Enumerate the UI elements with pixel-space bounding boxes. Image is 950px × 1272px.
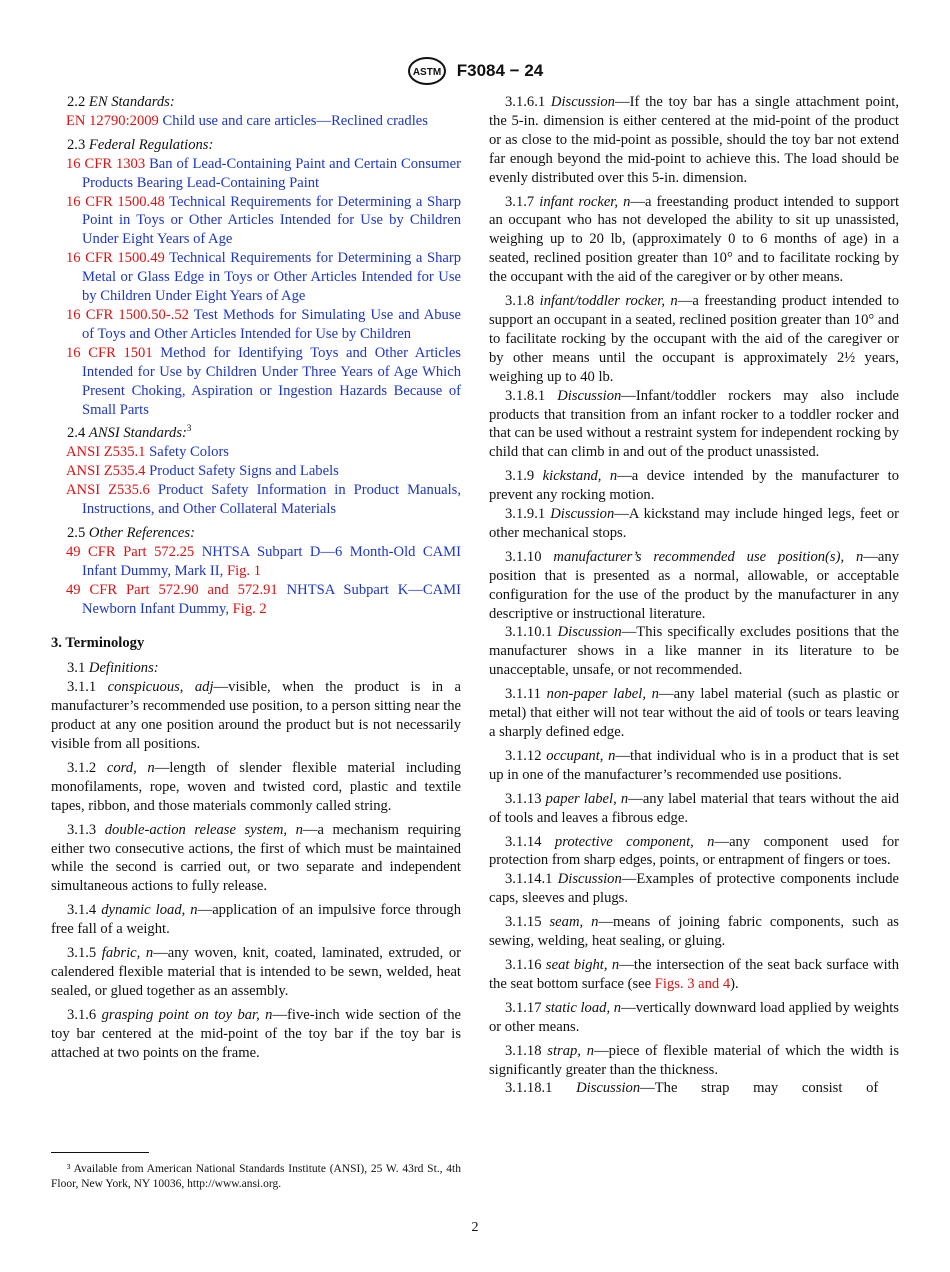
reference-entry[interactable]: EN 12790:2009 Child use and care articles—Reclined cradles [66,112,428,129]
reference-entry[interactable]: ANSI Z535.6 Product Safety Information in Product Manuals, Instructions, and Other Collateral Materials [66,482,461,518]
right-column [489,93,899,1098]
section-heading: 2.4 ANSI Standards:$^3$ [67,423,192,442]
definition: 3.1.7 infant rocker, n—a freestanding product intended to support an occupant who has not developed the ability to sit up unassisted, weighing up to 20 lb, (approximately 0 to 6 months of age) in a seated, reclined position greater than 10° and to facilitate rocking by the occupant with the aid of the caregiver or by other means. [489,193,899,286]
reference-entry[interactable]: 49 CFR Part 572.25 NHTSA Subpart D—6 Month-Old CAMI Infant Dummy, Mark II, Fig. 1 [66,543,461,579]
definition: 3.1.12 occupant, n—that individual who is in a product that is set up in one of the manufacturer’s recommended use positions. [489,747,899,783]
svg-text:ASTM: ASTM [412,67,441,78]
page-header [0,56,950,86]
definition: 3.1.9 kickstand, n—a device intended by the manufacturer to prevent any rocking motion. [489,468,899,504]
definition: 3.1.6 grasping point on toy bar, n—five-inch wide section of the toy bar centered at the mid-point of the toy bar if the toy bar is attached at two points on the frame. [51,1006,461,1061]
footnote-divider [51,1152,149,1153]
definition: 3.1.11 non-paper label, n—any label material (such as plastic or metal) that either will not tear without the aid of tools or tears leaving a sharply defined edge. [489,686,899,740]
section-heading: 2.3 Federal Regulations: [67,136,214,153]
section-heading: 2.2 EN Standards: [67,94,175,110]
document-id: F3084 − 24 [456,61,544,80]
reference-entry[interactable]: ANSI Z535.4 Product Safety Signs and Labels [66,463,339,480]
definition: 3.1.1 conspicuous, adj—visible, when the product is in a manufacturer’s recommended use position, to a person sitting near the product at any one position around the product but is not necessarily visible from all positions. [51,679,461,752]
definition: 3.1.17 static load, n—vertically downward load applied by weights or other means. [489,999,899,1035]
definition: 3.1.10 manufacturer’s recommended use position(s), n—any position that is presented as a normal, allowable, or acceptable configuration for the use of the product by the manufacturer in any descriptive or instructional literature. [489,548,899,622]
figure-link[interactable]: Figs. 3 and 4 [654,975,731,992]
discussion: 3.1.10.1 Discussion—This specifically excludes positions that the manufacturer shows in a like manner in its literature to be unacceptable, unsafe, or not recommended. [489,624,899,679]
definition: 3.1.4 dynamic load, n—application of an impulsive force through free fall of a weight. [51,902,461,938]
definition: 3.1.2 cord, n—length of slender flexible material including monofilaments, rope, woven and twisted cord, plastic and textile tapes, ribbon, and those materials commonly called string. [51,759,461,814]
discussion: 3.1.14.1 Discussion—Examples of protective components include caps, sleeves and plugs. [489,871,899,907]
definition: 3.1.8 infant/toddler rocker, n—a freestanding product intended to support an occupant in a seated, reclined position greater than 10° and to facilitate rocking by the occupant with the aid of the caregiver or by other means until the occupant is approximately 2½ years, weighing up to 40 lb. [489,293,899,385]
section-title: 3. Terminology [51,635,145,652]
left-column [51,93,461,1063]
definition: 3.1.15 seam, n—means of joining fabric components, such as sewing, welding, heat sealing, or gluing. [489,914,899,950]
discussion: 3.1.8.1 Discussion—Infant/toddler rockers may also include products that transition from an infant rocker to a toddler rocker and that can be used without a restraint system for independent rocking by child that can climb in and out of the product unassisted. [489,387,899,461]
page-number: 2 [471,1220,479,1235]
discussion: 3.1.9.1 Discussion—A kickstand may include hinged legs, feet or other mechanical stops. [489,506,900,541]
definition: 3.1.14 protective component, n—any component used for protection from sharp edges, points, or entrapment of fingers or toes. [489,833,899,869]
reference-entry[interactable]: 16 CFR 1501 Method for Identifying Toys and Other Articles Intended for Use by Children Under Three Years of Age Which Present Choking, Aspiration or Ingestion Hazards Because of Small Parts [66,344,461,418]
subsection-heading: 3.1 Definitions: [67,660,159,677]
definition: 3.1.5 fabric, n—any woven, knit, coated, laminated, extruded, or calendered flexible material that is intended to be sewn, welded, heat sealed, or glued together as an assembly. [51,945,461,999]
section-heading: 2.5 Other References: [67,524,195,541]
reference-entry[interactable]: 16 CFR 1500.50-.52 Test Methods for Simulating Use and Abuse of Toys and Other Articles Intended for Use by Children [66,306,461,342]
reference-entry[interactable]: 16 CFR 1303 Ban of Lead-Containing Paint and Certain Consumer Products Bearing Lead-Containing Paint [66,155,461,191]
definition: 3.1.16 seat bight, n—the intersection of the seat back surface with the seat bottom surface (see Figs. 3 and 4). [489,956,899,992]
definition: 3.1.13 paper label, n—any label material that tears without the aid of tools and leaves a fibrous edge. [489,790,899,826]
definition: 3.1.3 double-action release system, n—a mechanism requiring either two consecutive actions, the first of which must be maintained while the second is carried out, or two separate and independent simultaneous actions to fully release. [51,821,461,895]
reference-entry[interactable]: ANSI Z535.1 Safety Colors [66,444,229,461]
discussion: 3.1.18.1 Discussion—The strap may consist of [505,1080,879,1097]
definition: 3.1.18 strap, n—piece of flexible material of which the width is significantly greater than the thickness. [489,1042,900,1078]
reference-entry[interactable]: 16 CFR 1500.49 Technical Requirements for Determining a Sharp Metal or Glass Edge in Toys or Other Articles Intended for Use by Children Under Eight Years of Age [66,250,462,305]
discussion: 3.1.6.1 Discussion—If the toy bar has a single attachment point, the 5-in. dimension is either centered at the mid-point of the product or as close to the mid-point as possible, should the toy bar not extend far enough beyond the mid-point to achieve this. The load should be evenly distributed over this 5-in. dimension. [489,94,899,186]
reference-entry[interactable]: 49 CFR Part 572.90 and 572.91 NHTSA Subpart K—CAMI Newborn Infant Dummy, Fig. 2 [66,581,461,617]
footnote: ³ Available from American National Standards Institute (ANSI), 25 W. 43rd St., 4th Floor, New York, NY 10036, http://www.ansi.org. [51,1163,461,1190]
reference-entry[interactable]: 16 CFR 1500.48 Technical Requirements for Determining a Sharp Point in Toys or Other Articles Intended for Use by Children Under Eight Years of Age [66,193,462,248]
astm-logo-icon [407,56,447,86]
